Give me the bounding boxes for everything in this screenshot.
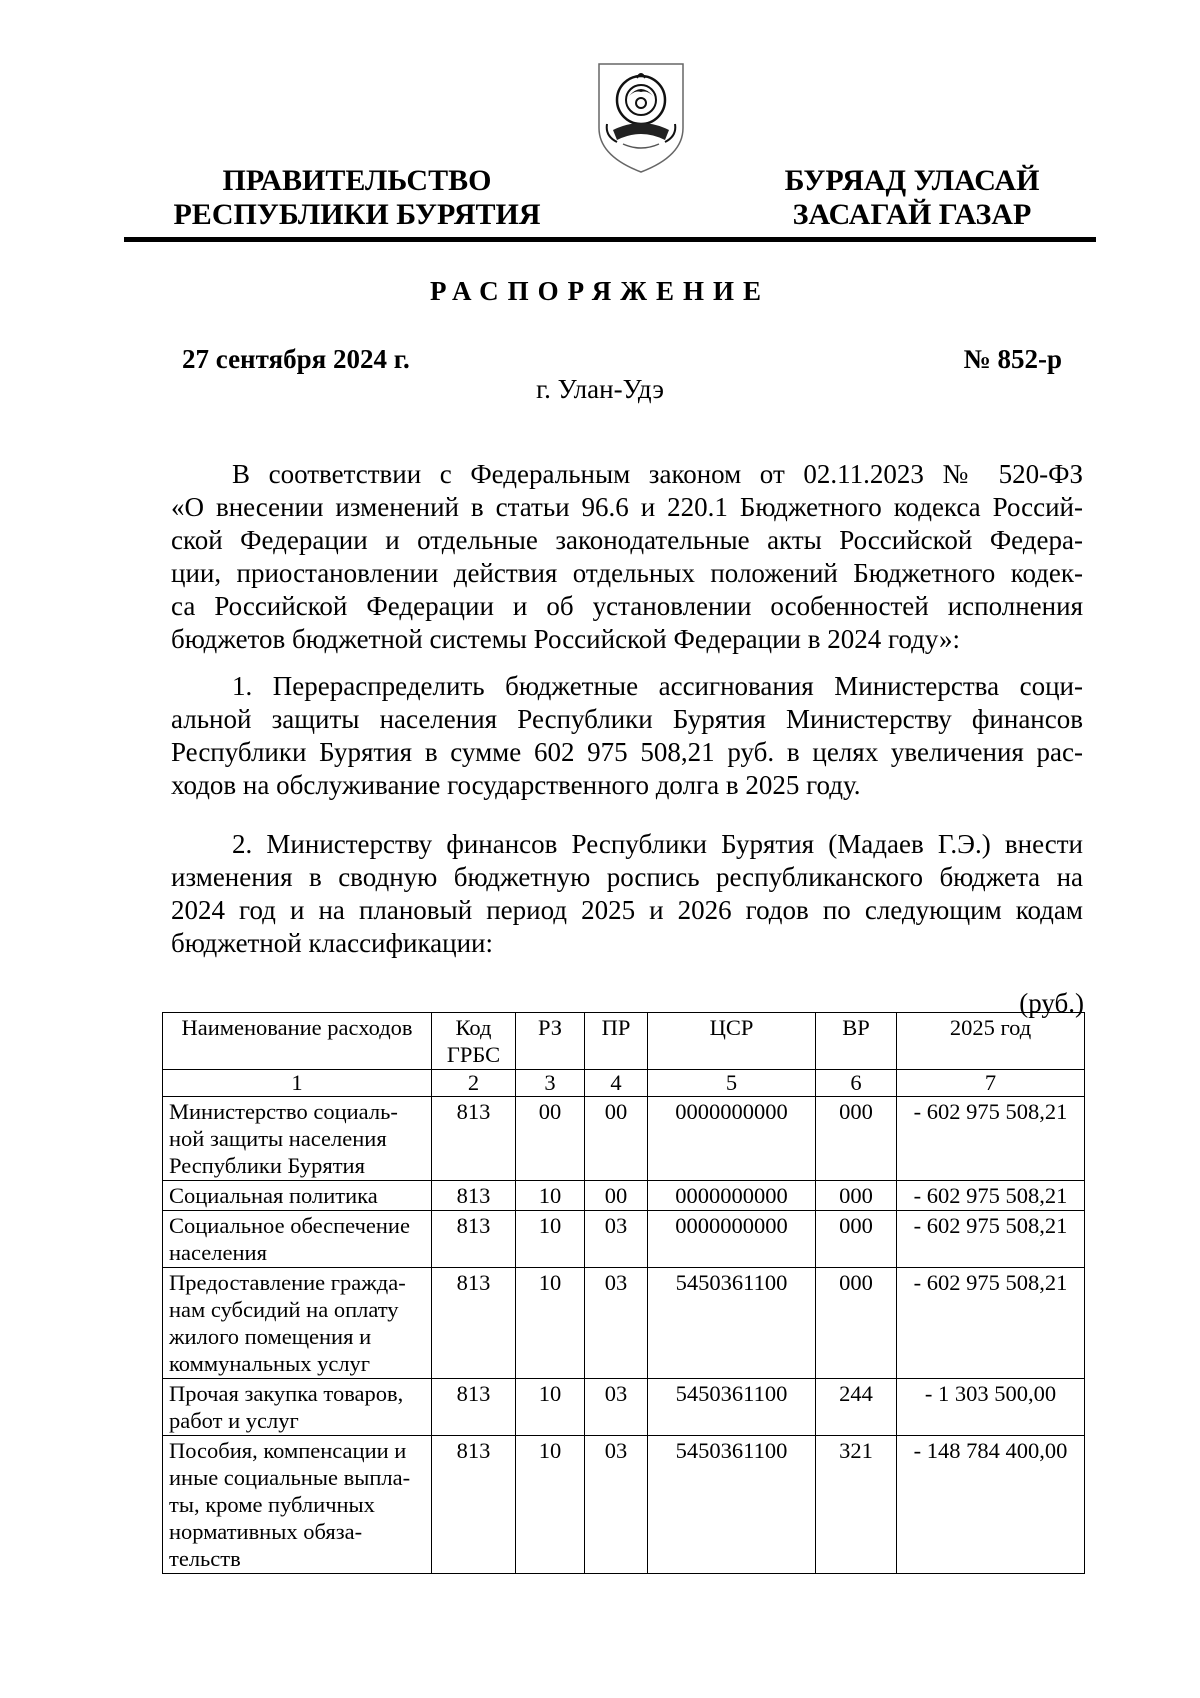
row-name-line: Социальная политика — [169, 1183, 378, 1208]
header-pr: ПР — [585, 1013, 648, 1070]
index-cell: 1 — [163, 1070, 432, 1097]
row-name-line: нормативных обяза- — [169, 1519, 363, 1544]
header-vr: ВР — [816, 1013, 897, 1070]
row-amount: - 602 975 508,21 — [897, 1181, 1085, 1211]
row-csr: 5450361100 — [648, 1436, 816, 1574]
index-cell: 2 — [432, 1070, 516, 1097]
budget-classification-table — [162, 1012, 1085, 1574]
row-name — [163, 1181, 432, 1211]
row-name-line: ной защиты населения — [169, 1126, 387, 1151]
row-name-line: Предоставление гражда- — [169, 1270, 406, 1295]
paragraph-line: изменения в сводную бюджетную роспись республиканского бюджета на — [171, 862, 1083, 892]
paragraph-line: ской Федерации и отдельные законодательные акты Российской Федера- — [171, 525, 1083, 555]
row-grbs: 813 — [432, 1097, 516, 1181]
row-amount: - 602 975 508,21 — [897, 1097, 1085, 1181]
row-name-line: Министерство социаль- — [169, 1099, 398, 1124]
row-vr: 000 — [816, 1097, 897, 1181]
table-header-row — [163, 1013, 1085, 1070]
paragraph-line: ходов на обслуживание государственного долга в 2025 году. — [171, 770, 861, 800]
row-name-line: жилого помещения и — [169, 1324, 372, 1349]
header-grbs-line: ГРБС — [446, 1042, 501, 1067]
government-name-russian — [172, 164, 542, 232]
index-cell: 5 — [648, 1070, 816, 1097]
document-number: № 852-р — [963, 344, 1062, 374]
row-name — [163, 1436, 432, 1574]
index-cell: 4 — [585, 1070, 648, 1097]
row-csr: 5450361100 — [648, 1379, 816, 1436]
row-name-line: ты, кроме публичных — [169, 1492, 375, 1517]
row-csr: 0000000000 — [648, 1181, 816, 1211]
paragraph-line: 2. Министерству финансов Республики Бурятия (Мадаев Г.Э.) внести — [232, 829, 1083, 859]
row-amount: - 148 784 400,00 — [897, 1436, 1085, 1574]
header-csr: ЦСР — [648, 1013, 816, 1070]
header-rz: РЗ — [516, 1013, 585, 1070]
row-grbs: 813 — [432, 1211, 516, 1268]
row-pr: 03 — [585, 1436, 648, 1574]
gov-bua-line1: БУРЯАД УЛАСАЙ — [784, 164, 1040, 197]
row-rz: 10 — [516, 1268, 585, 1379]
row-vr: 000 — [816, 1268, 897, 1379]
gov-bua-line2: ЗАСАГАЙ ГАЗАР — [792, 198, 1032, 231]
row-grbs: 813 — [432, 1268, 516, 1379]
paragraph-line: Республики Бурятия в сумме 602 975 508,21 руб. в целях увеличения рас- — [171, 737, 1083, 767]
index-cell: 3 — [516, 1070, 585, 1097]
row-pr: 00 — [585, 1097, 648, 1181]
row-vr: 321 — [816, 1436, 897, 1574]
document-city: г. Улан-Удэ — [536, 374, 664, 404]
row-pr: 03 — [585, 1268, 648, 1379]
table-row — [163, 1268, 1085, 1379]
paragraph-line: са Российской Федерации и об установлении особенностей исполнения — [171, 591, 1083, 621]
row-rz: 00 — [516, 1097, 585, 1181]
paragraph-line: ции, приостановлении действия отдельных положений Бюджетного кодек- — [171, 558, 1083, 588]
row-rz: 10 — [516, 1181, 585, 1211]
row-csr: 0000000000 — [648, 1211, 816, 1268]
row-pr: 03 — [585, 1211, 648, 1268]
table-unit-label: (руб.) — [1019, 988, 1084, 1018]
table-row — [163, 1436, 1085, 1574]
row-rz: 10 — [516, 1436, 585, 1574]
preamble-paragraph — [171, 458, 1083, 656]
row-name — [163, 1211, 432, 1268]
row-vr: 000 — [816, 1211, 897, 1268]
row-rz: 10 — [516, 1379, 585, 1436]
table-row — [163, 1097, 1085, 1181]
gov-ru-line2: РЕСПУБЛИКИ БУРЯТИЯ — [173, 198, 541, 231]
paragraph-line: В соответствии с Федеральным законом от 02.11.2023 № 520-ФЗ — [232, 459, 1083, 489]
row-name-line: Социальное обеспечение — [169, 1213, 410, 1238]
table-row — [163, 1181, 1085, 1211]
row-name-line: населения — [169, 1240, 267, 1265]
paragraph-line: бюджетной классификации: — [171, 928, 493, 958]
row-pr: 03 — [585, 1379, 648, 1436]
government-name-buryat — [762, 164, 1062, 232]
row-name-line: Республики Бурятия — [169, 1153, 365, 1178]
paragraph-line: бюджетов бюджетной системы Российской Федерации в 2024 году»: — [171, 624, 961, 654]
row-name-line: Прочая закупка товаров, — [169, 1381, 404, 1406]
gov-ru-line1: ПРАВИТЕЛЬСТВО — [222, 164, 492, 197]
row-amount: - 1 303 500,00 — [897, 1379, 1085, 1436]
paragraph-line: альной защиты населения Республики Бурятия Министерству финансов — [171, 704, 1083, 734]
paragraph-line: 2024 год и на плановый период 2025 и 2026 годов по следующим кодам — [171, 895, 1083, 925]
row-name — [163, 1268, 432, 1379]
row-vr: 244 — [816, 1379, 897, 1436]
row-csr: 5450361100 — [648, 1268, 816, 1379]
row-vr: 000 — [816, 1181, 897, 1211]
row-amount: - 602 975 508,21 — [897, 1211, 1085, 1268]
row-pr: 00 — [585, 1181, 648, 1211]
row-csr: 0000000000 — [648, 1097, 816, 1181]
table-row — [163, 1211, 1085, 1268]
clause-1-paragraph — [171, 670, 1083, 802]
index-cell: 7 — [897, 1070, 1085, 1097]
row-name-line: Пособия, компенсации и — [169, 1438, 407, 1463]
header-year: 2025 год — [897, 1013, 1085, 1070]
row-name-line: работ и услуг — [169, 1408, 299, 1433]
table-row — [163, 1379, 1085, 1436]
row-name-line: коммунальных услуг — [169, 1351, 371, 1376]
row-name — [163, 1097, 432, 1181]
header-name: Наименование расходов — [163, 1013, 432, 1070]
header-grbs — [432, 1013, 516, 1070]
header-grbs-line: Код — [455, 1015, 492, 1040]
row-grbs: 813 — [432, 1379, 516, 1436]
coat-of-arms-emblem — [593, 56, 689, 176]
table-index-row — [163, 1070, 1085, 1097]
clause-2-paragraph — [171, 828, 1083, 960]
row-name-line: тельств — [169, 1546, 241, 1571]
document-date: 27 сентября 2024 г. — [182, 344, 410, 374]
header-divider — [124, 237, 1096, 242]
paragraph-line: «О внесении изменений в статьи 96.6 и 220.1 Бюджетного кодекса Россий- — [171, 492, 1083, 522]
row-grbs: 813 — [432, 1181, 516, 1211]
index-cell: 6 — [816, 1070, 897, 1097]
row-name-line: нам субсидий на оплату — [169, 1297, 399, 1322]
document-type-title: РАСПОРЯЖЕНИЕ — [429, 276, 771, 306]
row-name-line: иные социальные выпла- — [169, 1465, 411, 1490]
row-amount: - 602 975 508,21 — [897, 1268, 1085, 1379]
row-rz: 10 — [516, 1211, 585, 1268]
row-name — [163, 1379, 432, 1436]
paragraph-line: 1. Перераспределить бюджетные ассигнования Министерства соци- — [232, 671, 1083, 701]
row-grbs: 813 — [432, 1436, 516, 1574]
